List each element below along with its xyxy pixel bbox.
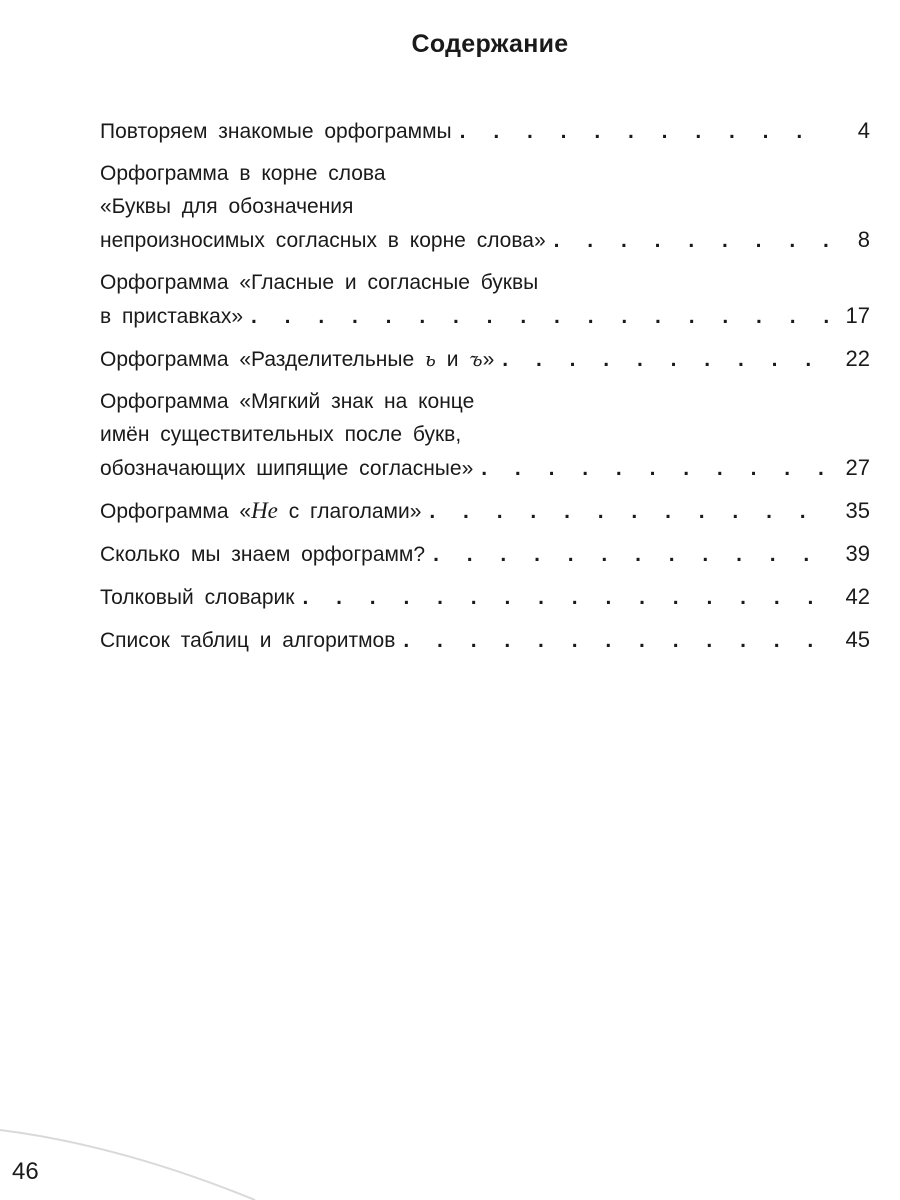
page-number-footer: 46 bbox=[12, 1158, 39, 1185]
toc-entry-title: Орфограмма «Мягкий знак на конце bbox=[100, 390, 475, 413]
toc-page-number: 8 bbox=[857, 227, 870, 252]
toc-entry[interactable] bbox=[100, 266, 870, 333]
toc-entry-title: Список таблиц и алгоритмов bbox=[100, 629, 396, 652]
toc-page-number: 27 bbox=[845, 455, 870, 480]
toc-entry-title: «Буквы для обозначения bbox=[100, 195, 354, 218]
toc-entry-title: в приставках» bbox=[100, 305, 243, 328]
toc-page-number: 17 bbox=[845, 303, 870, 328]
toc-entry[interactable] bbox=[100, 537, 870, 571]
toc-entry[interactable] bbox=[100, 580, 870, 614]
toc-entry-title: Орфограмма «Гласные и согласные буквы bbox=[100, 271, 539, 294]
toc-entry-title: Сколько мы знаем орфограмм? bbox=[100, 543, 426, 566]
toc-entry-title: имён существительных после букв, bbox=[100, 423, 462, 446]
toc-entry-title: Повторяем знакомые орфограммы bbox=[100, 120, 452, 143]
dot-leader bbox=[460, 115, 830, 148]
toc-entry-title: Орфограмма в корне слова bbox=[100, 162, 386, 185]
toc-entry-title: обозначающих шипящие согласные» bbox=[100, 457, 474, 480]
toc-entry[interactable] bbox=[100, 114, 870, 148]
dot-leader bbox=[554, 224, 830, 257]
hard-sign-letter: ъ bbox=[469, 347, 483, 371]
toc-entry[interactable] bbox=[100, 623, 870, 657]
dot-leader bbox=[481, 452, 830, 485]
page-title: Содержание bbox=[411, 30, 569, 58]
toc-entry-title: Толковый словарик bbox=[100, 586, 295, 609]
dot-leader bbox=[502, 343, 830, 376]
dot-leader bbox=[302, 581, 830, 614]
toc-page-number: 39 bbox=[845, 541, 870, 566]
toc-page-number: 22 bbox=[845, 346, 870, 371]
dot-leader bbox=[429, 495, 830, 528]
toc-entry[interactable] bbox=[100, 157, 870, 257]
toc-page-number: 42 bbox=[845, 584, 870, 609]
soft-sign-letter: ь bbox=[424, 347, 436, 371]
dot-leader bbox=[403, 624, 830, 657]
toc-entry-title: Орфограмма «Разделительные ь и ъ» bbox=[100, 347, 495, 371]
italic-ne: Не bbox=[251, 498, 278, 523]
toc-page-number: 45 bbox=[845, 627, 870, 652]
toc-entry-title: непроизносимых согласных в корне слова» bbox=[100, 229, 546, 252]
dot-leader bbox=[433, 538, 830, 571]
toc-entry-title: Орфограмма «Не с глаголами» bbox=[100, 498, 422, 523]
toc-entry[interactable] bbox=[100, 385, 870, 485]
toc-page-number: 4 bbox=[857, 118, 870, 143]
page-edge-curve bbox=[0, 1100, 260, 1200]
table-of-contents bbox=[100, 114, 870, 666]
dot-leader bbox=[251, 300, 830, 333]
toc-entry[interactable] bbox=[100, 494, 870, 528]
toc-entry[interactable] bbox=[100, 342, 870, 376]
toc-page-number: 35 bbox=[845, 498, 870, 523]
